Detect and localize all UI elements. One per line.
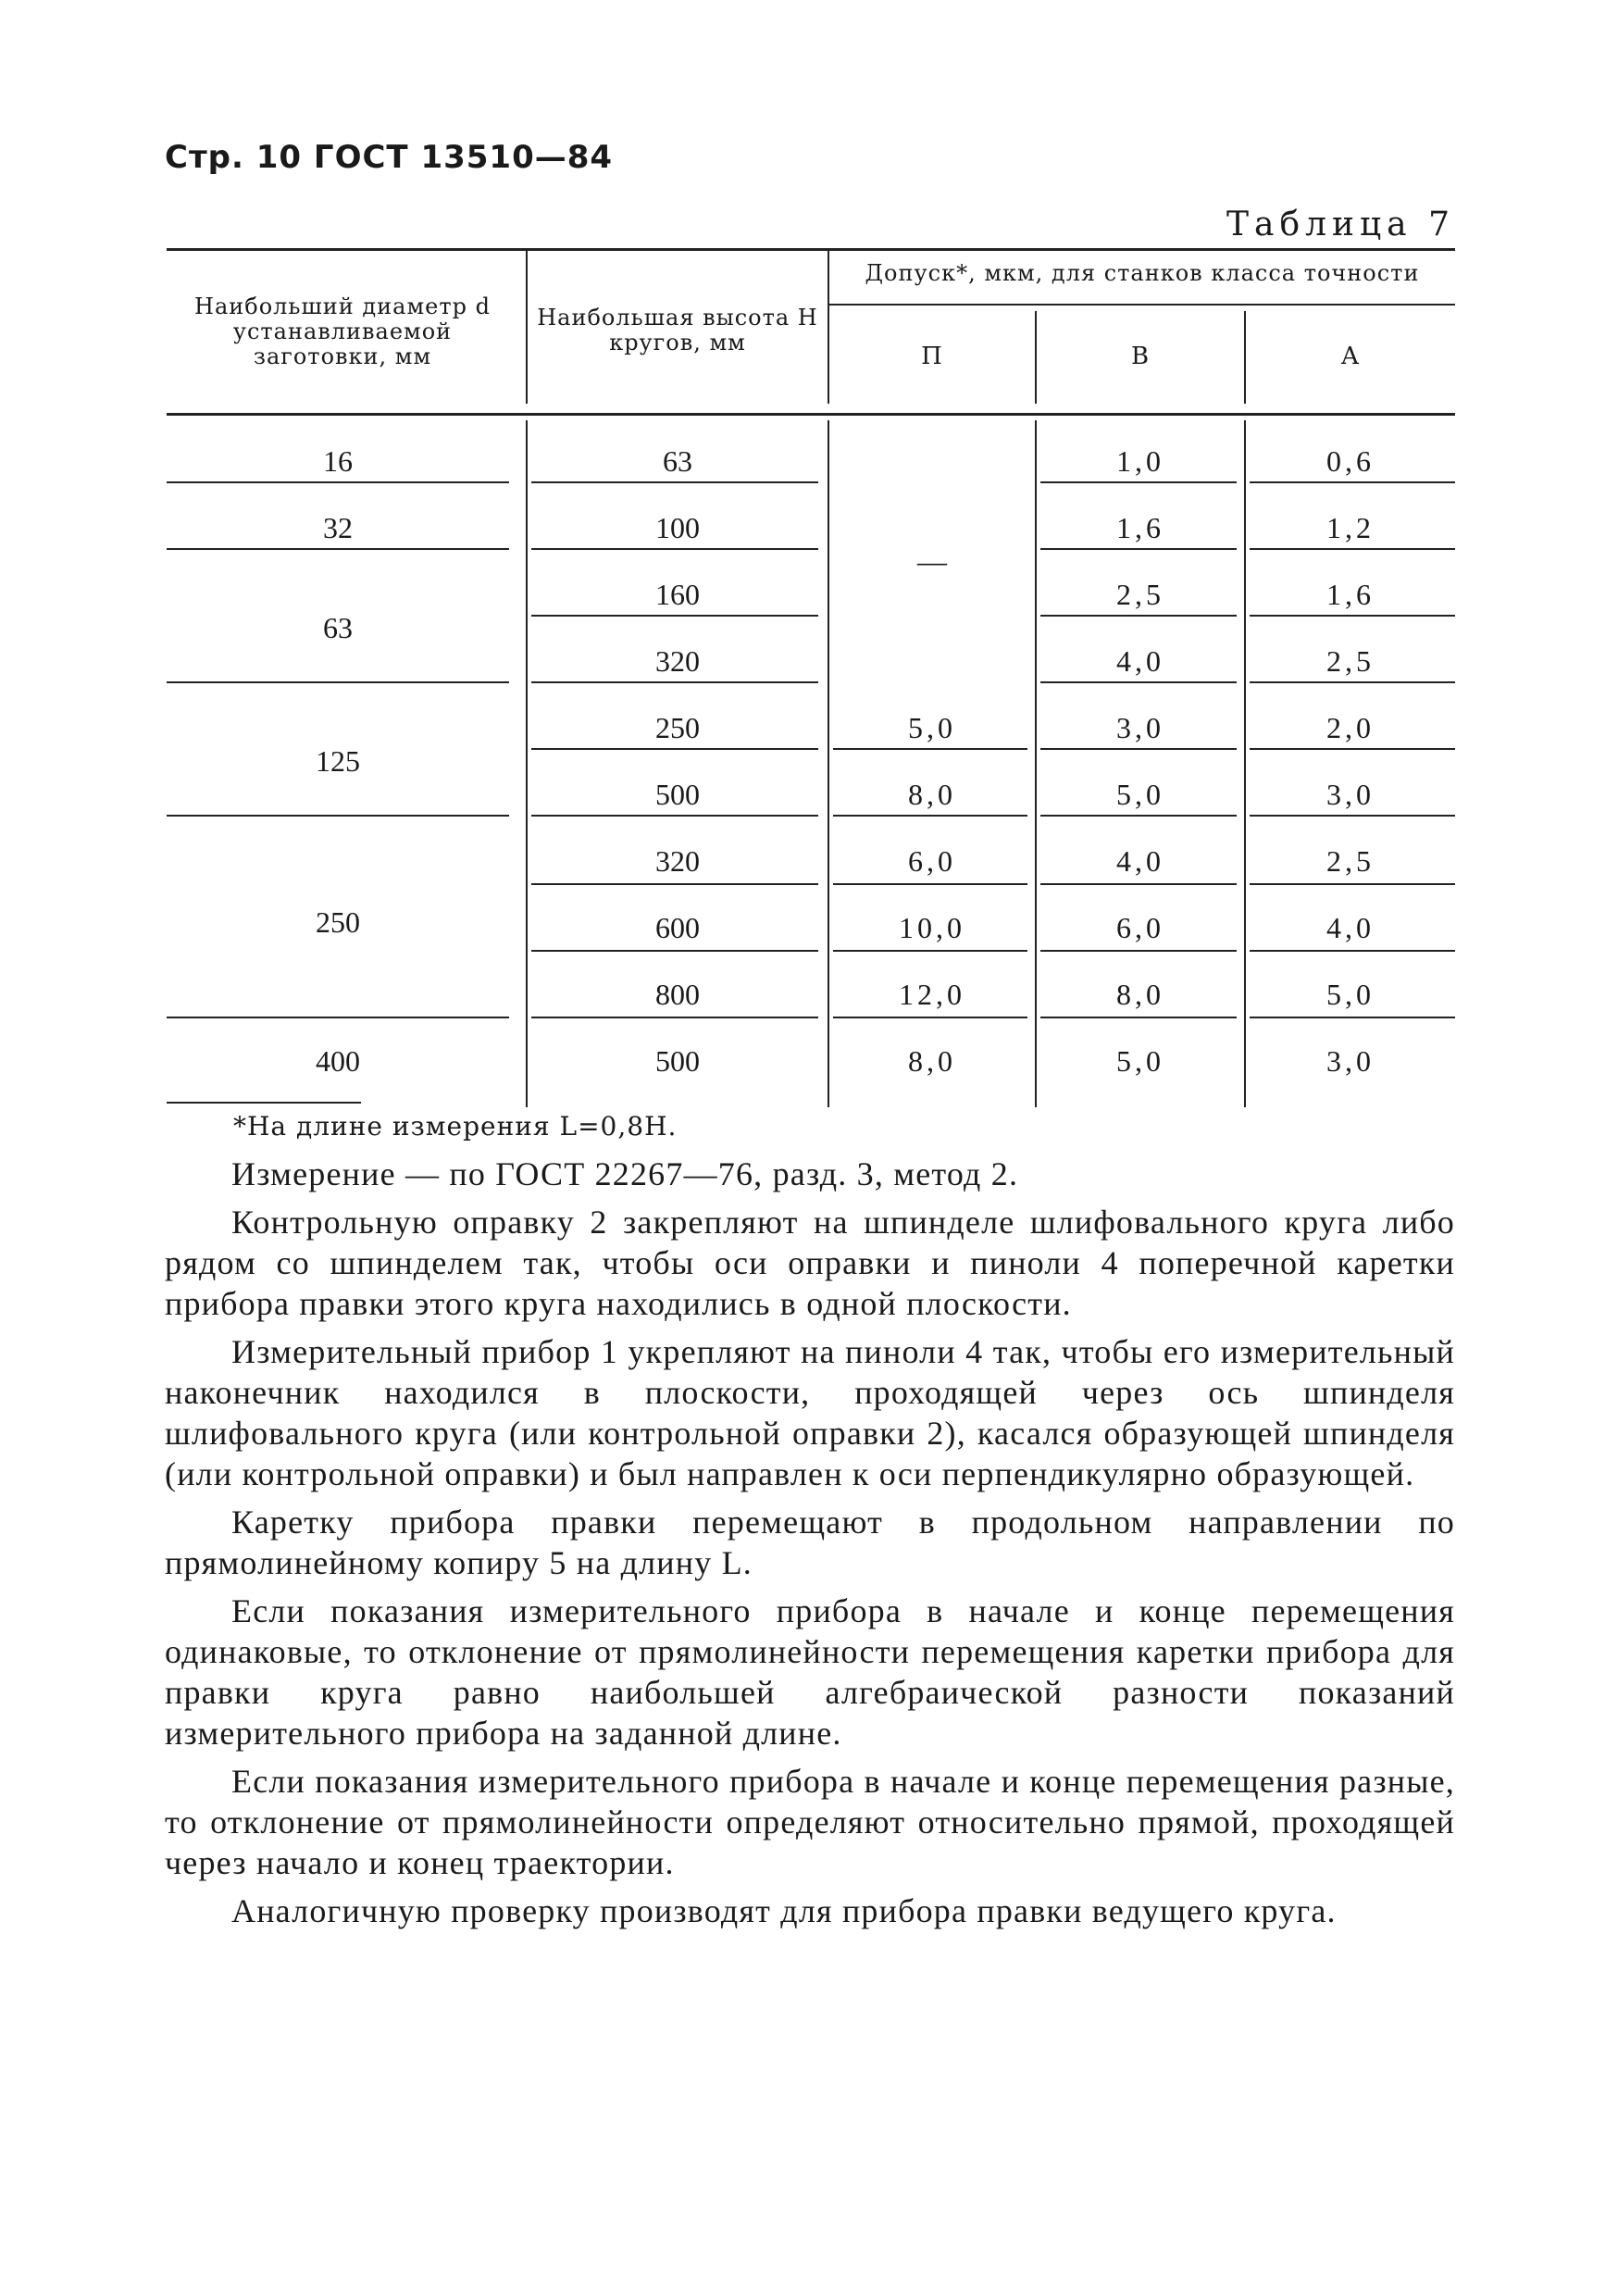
col-diameter-header: Наибольший диаметр d устанавливаемой заготовки, мм [194, 293, 491, 369]
tolerance-header-rule [829, 304, 1455, 306]
footnote-rule [167, 1102, 361, 1104]
row-rule [531, 481, 818, 483]
row-rule [531, 950, 818, 952]
tol-a-cell: 5,0 [1326, 978, 1375, 1011]
tol-p-cell: 10,0 [899, 911, 965, 944]
table-top-rule [167, 248, 1455, 251]
paragraph: Каретку прибора правки перемещают в продольном направлении по прямолинейному копиру 5 на длину L. [165, 1504, 1455, 1581]
row-rule [1250, 1017, 1455, 1018]
height-cell: 250 [655, 711, 700, 744]
header-divider [526, 248, 528, 404]
row-rule [1040, 815, 1237, 817]
row-rule [531, 615, 818, 617]
tol-p-cell: 5,0 [908, 711, 956, 744]
page-header: Стр. 10 ГОСТ 13510—84 [165, 139, 614, 176]
header-bottom-rule [167, 413, 1455, 416]
col-tolerance-header: Допуск*, мкм, для станков класса точности [865, 260, 1420, 286]
tol-v-cell: 6,0 [1116, 911, 1164, 944]
height-cell: 500 [655, 778, 700, 811]
row-rule [1250, 883, 1455, 885]
diameter-cell: 250 [316, 905, 360, 939]
tol-v-cell: 1,0 [1116, 444, 1164, 478]
row-rule [167, 548, 509, 550]
height-cell: 800 [655, 978, 700, 1011]
tol-v-cell: 5,0 [1116, 1044, 1164, 1078]
tol-a-cell: 1,6 [1326, 578, 1375, 611]
paragraph: Измерение — по ГОСТ 22267—76, разд. 3, метод 2. [231, 1155, 1019, 1192]
tol-v-cell: 4,0 [1116, 644, 1164, 678]
row-rule [1040, 548, 1237, 550]
body-divider [526, 420, 528, 1107]
table-footnote: *На длине измерения L=0,8H. [233, 1111, 678, 1142]
tol-a-cell: 3,0 [1326, 1044, 1375, 1078]
tol-p-cell: 6,0 [908, 844, 956, 878]
row-rule [167, 1017, 509, 1018]
tol-p-cell: 8,0 [908, 778, 956, 811]
row-rule [833, 950, 1027, 952]
paragraph: Контрольную оправку 2 закрепляют на шпинделе шлифовального круга либо рядом со шпинделем так, чтобы оси оправки и пиноли 4 поперечной каретки прибора правки этого круга находились в одной плоскости. [165, 1204, 1455, 1322]
body-text [165, 1154, 1455, 1939]
tolerance-table [167, 248, 1455, 1174]
row-rule [833, 815, 1027, 817]
height-cell: 320 [655, 644, 700, 678]
tol-a-cell: 0,6 [1326, 444, 1375, 478]
tol-a-cell: 2,5 [1326, 844, 1375, 878]
diameter-cell: 63 [323, 611, 353, 644]
row-rule [1250, 681, 1455, 683]
row-rule [531, 548, 818, 550]
row-rule [833, 748, 1027, 750]
row-rule [1040, 748, 1237, 750]
class-p-header: П [921, 343, 943, 370]
table-label: Таблица 7 [1226, 206, 1455, 243]
diameter-cell: 16 [323, 444, 353, 478]
tol-v-cell: 2,5 [1116, 578, 1164, 611]
height-cell: 160 [655, 578, 700, 611]
row-rule [531, 815, 818, 817]
tol-a-cell: 1,2 [1326, 511, 1375, 544]
height-cell: 500 [655, 1044, 700, 1078]
height-cell: 100 [655, 511, 700, 544]
row-rule [1250, 481, 1455, 483]
row-rule [1250, 950, 1455, 952]
paragraph: Если показания измерительного прибора в начале и конце перемещения разные, то отклонение от прямолинейности определяют относительно прямой, проходящей через начало и конец траектории. [165, 1763, 1455, 1881]
row-rule [167, 815, 509, 817]
row-rule [1040, 950, 1237, 952]
paragraph: Измерительный прибор 1 укрепляют на пиноли 4 так, чтобы его измерительный наконечник находился в плоскости, проходящей через ось шпинделя шлифовального круга (или контрольной оправки 2), касался образующей шпинделя (или контрольной оправки) и был направлен к оси перпендикулярно образующей. [165, 1333, 1455, 1492]
tol-a-cell: 3,0 [1326, 778, 1375, 811]
row-rule [1040, 681, 1237, 683]
empty-value-dash: — [917, 544, 947, 578]
row-rule [833, 1017, 1027, 1018]
paragraph: Аналогичную проверку производят для прибора правки ведущего круга. [231, 1892, 1337, 1929]
row-rule [1250, 815, 1455, 817]
height-cell: 63 [663, 444, 692, 478]
row-rule [1040, 1017, 1237, 1018]
tol-v-cell: 1,6 [1116, 511, 1164, 544]
tol-p-cell: 8,0 [908, 1044, 956, 1078]
diameter-cell: 400 [316, 1044, 360, 1078]
tol-p-cell: 12,0 [899, 978, 965, 1011]
row-rule [167, 681, 509, 683]
tol-a-cell: 4,0 [1326, 911, 1375, 944]
row-rule [531, 748, 818, 750]
paragraph: Если показания измерительного прибора в начале и конце перемещения одинаковые, то отклонение от прямолинейности перемещения каретки прибора для правки круга равно наибольшей алгебраической разности показаний измерительного прибора на заданной длине. [165, 1592, 1455, 1752]
row-rule [1040, 481, 1237, 483]
diameter-cell: 125 [316, 744, 360, 778]
row-rule [833, 883, 1027, 885]
height-cell: 600 [655, 911, 700, 944]
row-rule [531, 883, 818, 885]
tol-v-cell: 5,0 [1116, 778, 1164, 811]
row-rule [1250, 548, 1455, 550]
tol-v-cell: 3,0 [1116, 711, 1164, 744]
diameter-cell: 32 [323, 511, 353, 544]
class-v-header: В [1130, 343, 1151, 370]
row-rule [1040, 883, 1237, 885]
col-height-header: Наибольшая высота H кругов, мм [537, 305, 818, 356]
row-rule [531, 681, 818, 683]
class-a-header: А [1340, 343, 1361, 370]
tol-v-cell: 8,0 [1116, 978, 1164, 1011]
row-rule [1250, 615, 1455, 617]
tol-v-cell: 4,0 [1116, 844, 1164, 878]
tol-a-cell: 2,0 [1326, 711, 1375, 744]
row-rule [1040, 615, 1237, 617]
row-rule [1250, 748, 1455, 750]
height-cell: 320 [655, 844, 700, 878]
row-rule [167, 481, 509, 483]
row-rule [531, 1017, 818, 1018]
tol-a-cell: 2,5 [1326, 644, 1375, 678]
